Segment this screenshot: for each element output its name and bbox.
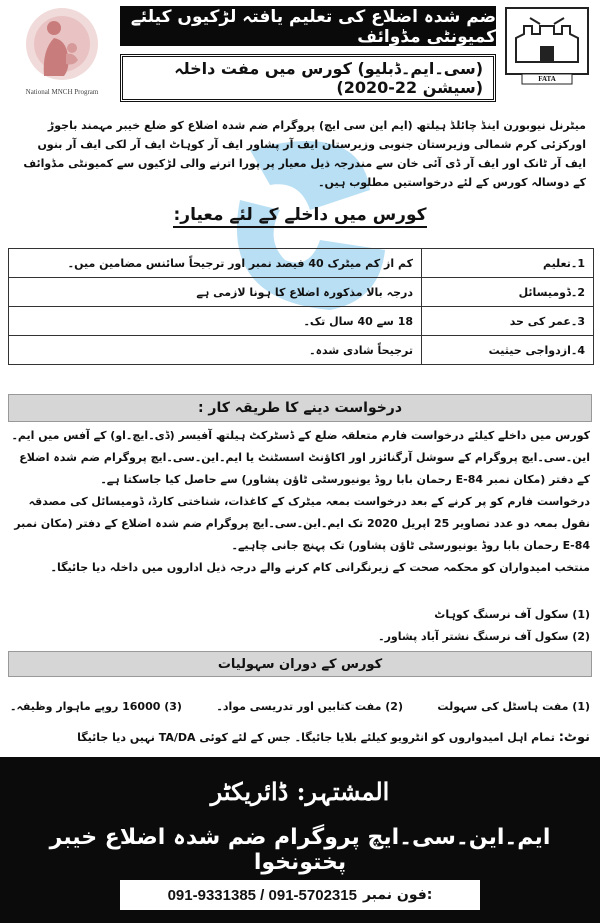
logo-caption: National MNCH Program xyxy=(25,88,99,96)
criteria-name: 4۔ازدواجی حیثیت xyxy=(422,336,594,365)
criteria-value: درجہ بالا مذکورہ اضلاع کا ہونا لازمی ہے xyxy=(9,278,422,307)
facilities-heading: کورس کے دوران سہولیات xyxy=(8,651,592,677)
criteria-heading-text: کورس میں داخلے کے لئے معیار: xyxy=(173,205,426,228)
logo-caption: FATA xyxy=(538,75,556,83)
facility-item: (3) 16000 روپے ماہوار وظیفہ۔ xyxy=(10,700,182,713)
headline-text: ضم شدہ اضلاع کی تعلیم یافتہ لڑکیوں کیلئے کمیونٹی مڈوائف xyxy=(130,6,496,47)
criteria-value: 18 سے 40 سال تک۔ xyxy=(9,307,422,336)
criteria-value: کم از کم میٹرک 40 فیصد نمبر اور ترجیحاً سائنس مضامین میں۔ xyxy=(9,249,422,278)
mnch-logo xyxy=(6,4,118,100)
method-paragraph: درخواست فارم کو پر کرنے کے بعد درخواست بمعہ میٹرک کے کاغذات، شناختی کارڈ، ڈومیسائل کی مصدقہ نقول بمعہ دو عدد تصاویر 25 اپریل 2020 تک ایم۔این۔سی۔ایچ پروگرام ضم شدہ اضلاع کے دفتر (مکان نمبر E-84 رحمان بابا روڈ یونیورسٹی ٹاؤن پشاور) تک پہنچ جانی چاہیے۔ xyxy=(14,495,590,552)
fata-emblem-icon xyxy=(502,4,592,86)
table-row xyxy=(9,307,594,336)
institution-item: (2) سکول آف نرسنگ نشتر آباد پشاور۔ xyxy=(378,630,590,643)
criteria-name: 2۔ڈومیسائل xyxy=(422,278,594,307)
phone-box xyxy=(120,880,480,910)
phone-numbers: 091-9331385 / 091-5702315 xyxy=(167,886,357,904)
method-paragraph: کورس میں داخلے کیلئے درخواست فارم متعلقہ ضلع کے ڈسٹرکٹ ہیلتھ آفیسر (ڈی۔ایچ۔او) کے آفس میں ایم۔این۔سی۔ایچ پروگرام کے سوشل آرگنائزر اور اکاؤنٹ اسسٹنٹ یا ایم۔این۔سی۔ایچ پروگرام ضم شدہ اضلاع کے دفتر (مکان نمبر E-84 رحمان بابا روڈ یونیورسٹی ٹاؤن پشاور) سے حاصل کیا جاسکتا ہے۔ xyxy=(11,429,590,486)
table-row xyxy=(9,249,594,278)
apply-method-heading: درخواست دینے کا طریقہ کار : xyxy=(8,394,592,422)
criteria-name: 1۔تعلیم xyxy=(422,249,594,278)
headline-banner xyxy=(120,6,496,46)
criteria-value: ترجیحاً شادی شدہ۔ xyxy=(9,336,422,365)
note-label: نوٹ: xyxy=(558,730,590,745)
mother-child-logo-icon xyxy=(14,4,110,86)
note-text: تمام اہل امیدواروں کو انٹرویو کیلئے بلایا جائیگا۔ جس کے لئے کوئی TA/DA نہیں دیا جائیگا xyxy=(77,731,555,744)
facilities-list xyxy=(10,700,590,713)
program-name: ایم۔این۔سی۔ایچ پروگرام ضم شدہ اضلاع خیبر پختونخوا xyxy=(49,825,551,875)
subheadline-text: (سی۔ایم۔ڈبلیو) کورس میں مفت داخلہ (سیشن 22-2020) xyxy=(120,54,496,102)
criteria-name: 3۔عمر کی حد xyxy=(422,307,594,336)
facility-item: (1) مفت ہاسٹل کی سہولت xyxy=(437,700,590,713)
criteria-heading xyxy=(0,204,600,225)
fata-logo xyxy=(498,4,596,100)
criteria-table xyxy=(8,248,594,365)
subheadline xyxy=(120,58,496,98)
method-paragraph: منتخب امیدواران کو محکمہ صحت کے زیرنگرانی کام کرنے والے درجہ ذیل اداروں میں داخلہ دیا جائیگا۔ xyxy=(50,561,590,574)
note xyxy=(10,730,590,745)
phone-label: فون نمبر: xyxy=(362,887,433,903)
footer-banner xyxy=(0,757,600,923)
facility-item: (2) مفت کتابیں اور تدریسی مواد۔ xyxy=(216,700,403,713)
apply-method-text xyxy=(10,425,590,579)
intro-paragraph: میٹرنل نیوبورن اینڈ چائلڈ ہیلتھ (ایم این سی ایچ) پروگرام ضم شدہ اضلاع کو ضلع خیبر مہمند باجوڑ اورکزئی کرم شمالی وزیرستان جنوبی وزیرستان ایف آر پشاور ایف آر کوہاٹ ایف آر لکی ایف آر بنوں ایف آر ٹانک اور ایف آر ڈی آئی خان سے مندرجہ ذیل معیار پر پورا اترنے والی لڑکیوں سے کمیونٹی مڈوائف کے دوسالہ کورس کے لئے درخواستیں مطلوب ہیں۔ xyxy=(23,119,586,189)
table-row xyxy=(9,278,594,307)
advertiser-line: المشتہر: ڈائریکٹر xyxy=(210,777,390,806)
table-row xyxy=(9,336,594,365)
institution-item: (1) سکول آف نرسنگ کوہاٹ xyxy=(434,608,590,621)
